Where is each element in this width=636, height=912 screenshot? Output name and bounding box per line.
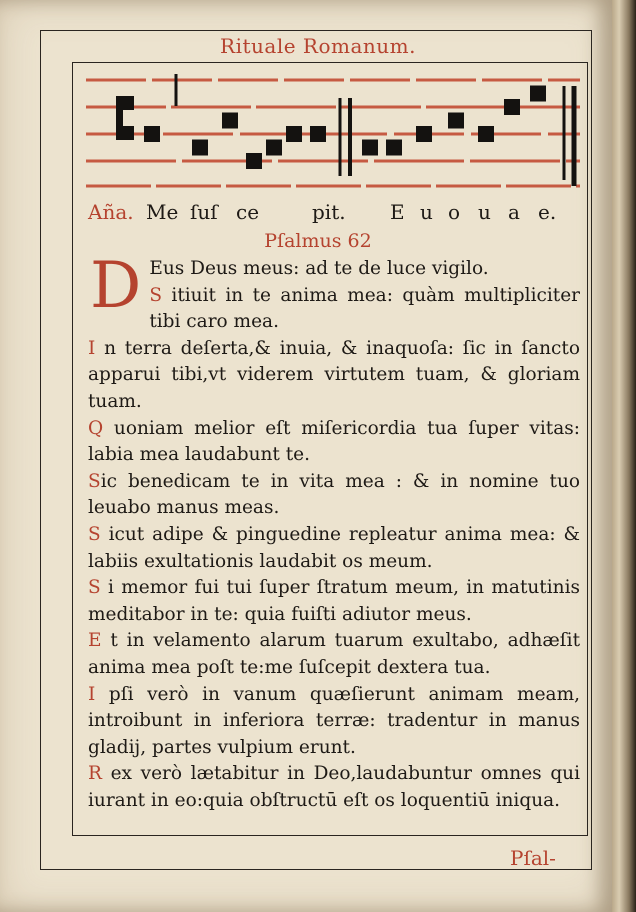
verse — [88, 469, 580, 522]
verse-initial: S — [88, 577, 101, 599]
verse-text: ex verò lætabitur in Deo,laudabuntur omnes qui iurant in eo:quia obſtructū eſt os loquentiū iniqua. — [88, 763, 580, 811]
verse-text: Eus Deus meus: ad te de luce vigilo. — [149, 258, 489, 279]
verse-text: n terra deſerta,& inuia, & inaquoſa: ſic in ſancto apparui tibi,vt viderem virtutem tuam, & gloriam tuam. — [88, 337, 580, 412]
running-head: Rituale Romanum. — [220, 34, 416, 58]
staff-lines — [86, 80, 580, 186]
verse-text: uoniam melior eſt miſericordia tua ſuper vitas: labia mea laudabunt te. — [88, 417, 580, 466]
lyric-syllable: u — [420, 200, 433, 224]
catchword: Pſal- — [510, 846, 556, 870]
verse-initial: I — [88, 337, 96, 359]
lyric-syllable: u — [478, 200, 491, 224]
verse-initial: E — [88, 630, 102, 652]
verse — [88, 522, 580, 575]
neumes — [144, 86, 546, 170]
verse — [88, 336, 580, 416]
verse-text: i memor fui tui ſuper ſtratum meum, in matutinis meditabor in te: quia fuiſti adiutor meus. — [88, 577, 580, 625]
verse-text: icut adipe & pinguedine repleatur anima mea: & labiis exultationis laudabit os meum. — [88, 523, 580, 572]
neume-note — [448, 113, 464, 129]
verse-initial: S — [88, 470, 101, 492]
book-gutter — [612, 0, 636, 912]
neume-note — [504, 99, 520, 115]
verse — [88, 256, 580, 283]
neume-note — [222, 113, 238, 129]
verse — [88, 416, 580, 469]
verse — [88, 761, 580, 814]
lyric-syllable: Me — [146, 200, 179, 224]
neume-note — [192, 140, 208, 156]
neume-note — [144, 126, 160, 142]
c-clef-icon — [116, 96, 134, 140]
verse-initial: S — [149, 284, 162, 306]
neume-note — [266, 140, 282, 156]
psalm-text — [88, 249, 580, 814]
verse-text: itiuit in te anima mea: quàm multipliciter tibi caro mea. — [149, 284, 580, 333]
music-staff — [86, 68, 580, 192]
lyric-syllable: ce — [236, 200, 260, 224]
verse — [88, 575, 580, 628]
drop-cap-initial: D — [90, 249, 142, 323]
neume-note — [310, 126, 326, 142]
chant-notation — [86, 68, 580, 192]
verse — [88, 682, 580, 762]
neume-note — [286, 126, 302, 142]
neume-note — [416, 126, 432, 142]
chant-lyrics — [0, 200, 636, 226]
neume-note — [362, 140, 378, 156]
verse-text: pſi verò in vanum quæſierunt animam meam, introibunt in inferiora terræ: tradentur in manus gladij, partes vulpium erunt. — [88, 683, 580, 758]
psalm-title: Pſalmus 62 — [264, 230, 372, 252]
neume-note — [246, 153, 262, 169]
lyric-syllable: e. — [538, 200, 557, 224]
verse-initial: I — [88, 683, 96, 705]
verse-initial: R — [88, 763, 102, 785]
verse-initial: Q — [88, 417, 104, 439]
neume-note — [386, 140, 402, 156]
lyric-syllable: E — [390, 200, 405, 224]
antiphon-abbreviation: Aña. — [88, 200, 134, 224]
lyric-syllable: ſuſ — [190, 200, 218, 224]
verse — [88, 283, 580, 336]
verse-text: ic benedicam te in vita mea : & in nomine tuo leuabo manus meas. — [88, 470, 580, 519]
lyric-syllable: a — [508, 200, 520, 224]
verse-initial: S — [88, 523, 101, 545]
lyric-syllable: o — [448, 200, 461, 224]
neume-note — [530, 86, 546, 102]
neume-note — [478, 126, 494, 142]
verse-text: t in velamento alarum tuarum exultabo, adhæſit anima mea poſt te:me ſuſcepit dextera tua. — [88, 630, 580, 678]
verse — [88, 628, 580, 681]
lyric-syllable: pit. — [312, 200, 346, 224]
